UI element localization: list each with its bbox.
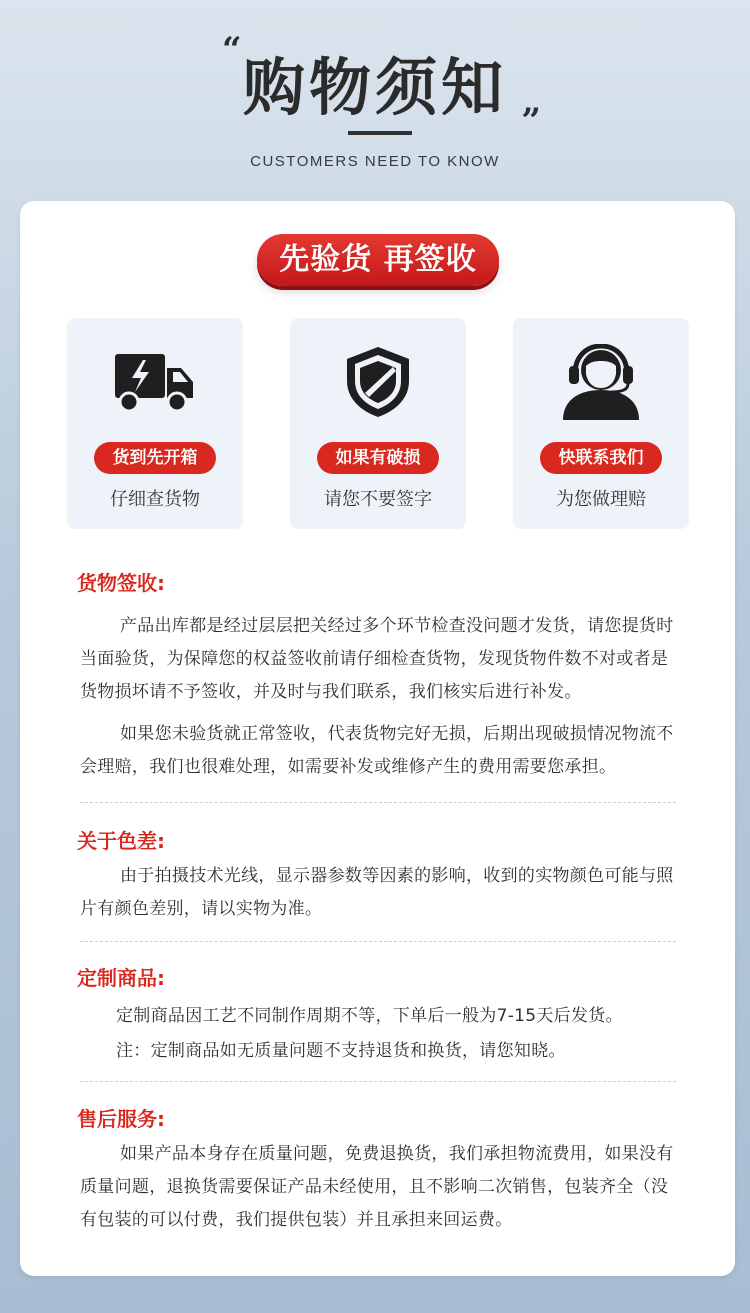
title-underline xyxy=(348,131,412,135)
feature-tag: 如果有破损 xyxy=(317,442,439,474)
section-text: 定制商品因工艺不同制作周期不等，下单后一般为7-15天后发货。 xyxy=(116,1006,623,1026)
inspect-banner: 先验货 再签收 xyxy=(257,234,499,286)
section-title-color: 关于色差: xyxy=(77,829,165,853)
feature-open-box xyxy=(67,318,243,529)
section-divider xyxy=(80,1081,676,1082)
section-text: 如果您未验货就正常签收，代表货物完好无损，后期出现破损情况物流不会理赔，我们也很难处理，如需要补发或维修产生的费用需要您承担。 xyxy=(80,724,674,777)
page-title: 购物须知 xyxy=(242,51,507,124)
section-title-signing: 货物签收: xyxy=(77,571,165,595)
feature-tag: 快联系我们 xyxy=(540,442,662,474)
delivery-truck-icon xyxy=(113,350,197,414)
section-text: 注：定制商品如无质量问题不支持退货和换货，请您知晓。 xyxy=(116,1041,566,1061)
feature-desc: 仔细查货物 xyxy=(110,489,200,510)
feature-contact xyxy=(513,318,689,529)
page-header xyxy=(0,0,750,200)
feature-desc: 请您不要签字 xyxy=(324,489,432,510)
section-text: 由于拍摄技术光线，显示器参数等因素的影响，收到的实物颜色可能与照片有颜色差别，请以实物为准。 xyxy=(80,866,674,919)
section-divider xyxy=(80,802,676,803)
open-quote: “ xyxy=(222,30,242,70)
customer-service-headset-icon xyxy=(559,344,643,420)
shield-icon xyxy=(343,345,413,419)
feature-tag: 货到先开箱 xyxy=(94,442,216,474)
page-subtitle: CUSTOMERS NEED TO KNOW xyxy=(250,153,500,170)
section-title-custom: 定制商品: xyxy=(77,966,165,990)
feature-damage xyxy=(290,318,466,529)
section-title-aftersale: 售后服务: xyxy=(77,1107,165,1131)
feature-desc: 为您做理赔 xyxy=(556,489,646,510)
close-quote: „ xyxy=(522,82,542,122)
section-text: 产品出库都是经过层层把关经过多个环节检查没问题才发货，请您提货时当面验货，为保障您的权益签收前请仔细检查货物，发现货物件数不对或者是货物损坏请不予签收，并及时与我们联系，我们核实后进行补发。 xyxy=(80,616,674,702)
section-divider xyxy=(80,941,676,942)
notice-card xyxy=(20,201,735,1276)
section-text: 如果产品本身存在质量问题，免费退换货，我们承担物流费用，如果没有质量问题，退换货需要保证产品未经使用，且不影响二次销售，包装齐全（没有包装的可以付费，我们提供包装）并且承担来回运费。 xyxy=(80,1144,674,1230)
